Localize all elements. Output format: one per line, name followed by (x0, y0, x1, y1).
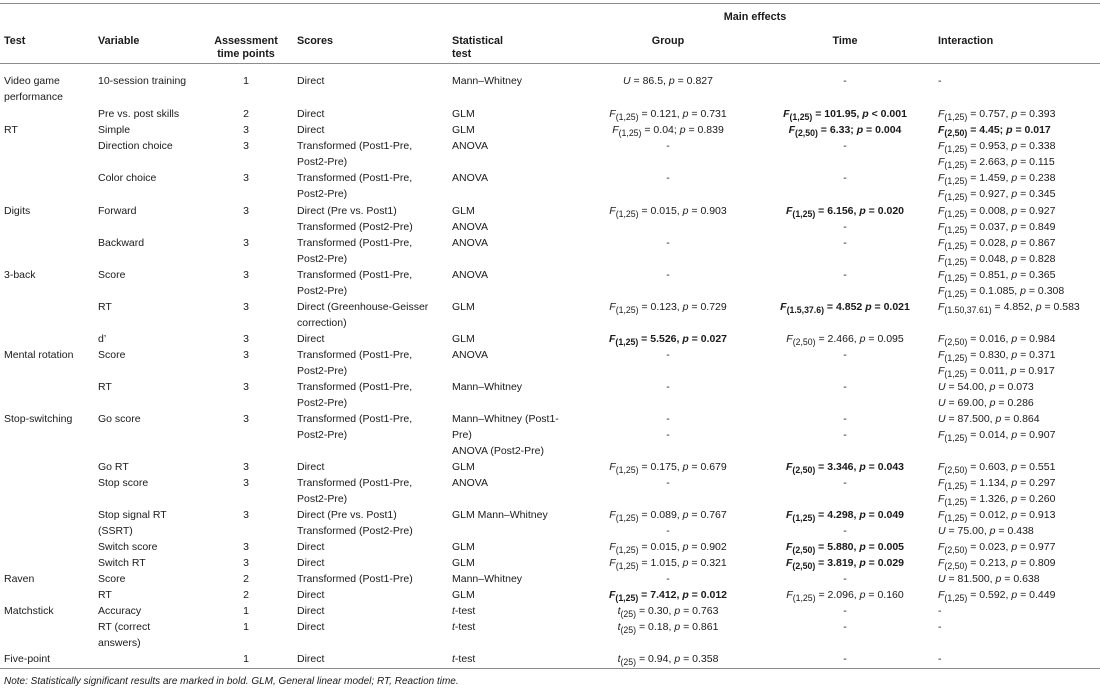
cell-time-points: 3 (243, 349, 249, 361)
cell-group-effect: $F_{(1,25)} = 0.04$; p = 0.839 (612, 124, 724, 139)
cell-scores: Post2-Pre) (297, 365, 348, 377)
cell-scores: Transformed (Post1-Pre, (297, 413, 413, 425)
cell-time-points: 3 (243, 237, 249, 249)
cell-interaction: $F_{(1,25)} = 0.011$, p = 0.917 (938, 365, 1055, 380)
cell-test: Digits (4, 205, 31, 217)
cell-statistical-test: GLM (452, 333, 475, 345)
cell-time-points: 1 (243, 653, 249, 665)
cell-variable: d’ (98, 333, 107, 345)
cell-group-effect: $F_{(1,25)} = 1.015$, p = 0.321 (609, 557, 727, 572)
cell-time-effect: - (843, 605, 847, 617)
cell-scores: Direct (297, 621, 325, 633)
cell-scores: Direct (297, 541, 325, 553)
cell-statistical-test: GLM (452, 461, 475, 473)
cell-time-points: 1 (243, 621, 249, 633)
cell-interaction: - (938, 75, 942, 87)
cell-variable: (SSRT) (98, 525, 133, 537)
header-variable: Variable (98, 35, 140, 47)
cell-scores: correction) (297, 317, 347, 329)
cell-variable: Score (98, 349, 126, 361)
cell-time-effect: - (843, 381, 847, 393)
cell-group-effect: $t_{(25)} = 0.94$, p = 0.358 (617, 653, 719, 668)
cell-interaction: $F_{(2,50)} = 4.45$; p = 0.017 (938, 124, 1051, 139)
cell-group-effect: - (666, 573, 670, 585)
cell-scores: Post2-Pre) (297, 397, 348, 409)
cell-interaction: $F_{(1,25)} = 0.012$, p = 0.913 (938, 509, 1056, 524)
cell-variable: Go RT (98, 461, 129, 473)
cell-group-effect: - (666, 140, 670, 152)
cell-scores: Post2-Pre) (297, 188, 348, 200)
table-bottom-rule (0, 668, 1100, 669)
cell-variable: 10-session training (98, 75, 187, 87)
cell-variable: Simple (98, 124, 131, 136)
header-scores: Scores (297, 35, 334, 47)
cell-statistical-test: ANOVA (452, 140, 488, 152)
cell-statistical-test: ANOVA (452, 237, 488, 249)
cell-interaction: $F_{(1,25)} = 1.326$, p = 0.260 (938, 493, 1056, 508)
cell-scores: Transformed (Post1-Pre, (297, 477, 413, 489)
cell-interaction: $F_{(1,25)} = 0.592$, p = 0.449 (938, 589, 1056, 604)
cell-statistical-test: GLM (452, 541, 475, 553)
cell-scores: Direct (297, 557, 325, 569)
cell-test: Five-point (4, 653, 51, 665)
header-statistical-line1: Statistical (452, 35, 504, 47)
cell-time-effect: $F_{(2,50)} = 3.819$, p = 0.029 (785, 557, 905, 572)
cell-test: 3-back (4, 269, 36, 281)
cell-interaction: $F_{(1,25)} = 0.1.085$, p = 0.308 (938, 285, 1065, 300)
cell-variable: Stop signal RT (98, 509, 167, 521)
cell-statistical-test: ANOVA (452, 349, 488, 361)
cell-time-effect: - (843, 172, 847, 184)
header-assessment-line1: Assessment (214, 35, 278, 47)
cell-test: RT (4, 124, 18, 136)
cell-interaction: $F_{(2,50)} = 0.603$, p = 0.551 (938, 461, 1056, 476)
cell-variable: RT (correct (98, 621, 151, 633)
cell-scores: Post2-Pre) (297, 429, 348, 441)
cell-time-effect: $F_{(2,50)} = 5.880$, p = 0.005 (785, 541, 905, 556)
cell-variable: Switch RT (98, 557, 146, 569)
table-top-rule (0, 3, 1100, 4)
cell-time-points: 2 (243, 589, 249, 601)
cell-statistical-test: ANOVA (452, 269, 488, 281)
cell-statistical-test: GLM (452, 108, 475, 120)
cell-interaction: U = 54.00, p = 0.073 (938, 381, 1034, 393)
cell-group-effect: $F_{(1,25)} = 0.015$, p = 0.902 (609, 541, 727, 556)
cell-test: Mental rotation (4, 349, 74, 361)
header-main-effects: Main effects (723, 11, 787, 23)
cell-statistical-test: ANOVA (452, 221, 488, 233)
cell-scores: Transformed (Post2-Pre) (297, 525, 413, 537)
cell-statistical-test: GLM (452, 205, 475, 217)
cell-interaction: $F_{(1,25)} = 2.663$, p = 0.115 (938, 156, 1055, 171)
cell-variable: RT (98, 589, 112, 601)
cell-scores: Direct (297, 461, 325, 473)
cell-scores: Post2-Pre) (297, 493, 348, 505)
cell-group-effect: $F_{(1,25)} = 0.121$, p = 0.731 (609, 108, 727, 123)
cell-time-points: 3 (243, 541, 249, 553)
cell-time-effect: - (843, 653, 847, 665)
cell-variable: Backward (98, 237, 145, 249)
cell-variable: RT (98, 381, 112, 393)
cell-time-points: 2 (243, 573, 249, 585)
cell-scores: Post2-Pre) (297, 156, 348, 168)
cell-variable: Switch score (98, 541, 158, 553)
cell-statistical-test: ANOVA (452, 477, 488, 489)
cell-interaction: - (938, 621, 942, 633)
cell-variable: Forward (98, 205, 137, 217)
cell-interaction: $F_{(1,25)} = 0.830$, p = 0.371 (938, 349, 1056, 364)
cell-interaction: $F_{(1,25)} = 0.927$, p = 0.345 (938, 188, 1056, 203)
header-assessment-line2: time points (217, 48, 275, 60)
cell-statistical-test: Mann–Whitney (452, 381, 523, 393)
cell-group-effect: - (666, 429, 670, 441)
cell-time-effect: $F_{(1,25)} = 6.156$, p = 0.020 (785, 205, 905, 220)
cell-scores: Transformed (Post1-Pre, (297, 269, 413, 281)
cell-time-effect: $F_{(1,25)} = 2.096$, p = 0.160 (786, 589, 904, 604)
cell-group-effect: $t_{(25)} = 0.30$, p = 0.763 (617, 605, 719, 620)
cell-variable: answers) (98, 637, 141, 649)
cell-time-points: 3 (243, 205, 249, 217)
cell-interaction: $F_{(1,25)} = 0.757$, p = 0.393 (938, 108, 1056, 123)
cell-group-effect: $t_{(25)} = 0.18$, p = 0.861 (617, 621, 719, 636)
cell-interaction: $F_{(2,50)} = 0.023$, p = 0.977 (938, 541, 1056, 556)
cell-interaction: $F_{(1,25)} = 1.134$, p = 0.297 (938, 477, 1056, 492)
cell-time-points: 1 (243, 75, 249, 87)
cell-statistical-test: Mann–Whitney (452, 75, 523, 87)
cell-time-effect: - (843, 573, 847, 585)
cell-group-effect: U = 86.5, p = 0.827 (623, 75, 713, 87)
cell-variable: Direction choice (98, 140, 173, 152)
cell-interaction: $F_{(1,25)} = 0.037$, p = 0.849 (938, 221, 1056, 236)
cell-interaction: $F_{(1,25)} = 0.008$, p = 0.927 (938, 205, 1056, 220)
cell-time-points: 3 (243, 509, 249, 521)
cell-time-points: 3 (243, 269, 249, 281)
cell-group-effect: $F_{(1,25)} = 0.089$, p = 0.767 (609, 509, 727, 524)
cell-interaction: U = 87.500, p = 0.864 (938, 413, 1040, 425)
cell-time-effect: $F_{(1,25)} = 101.95$, p < 0.001 (783, 108, 907, 123)
cell-scores: Transformed (Post1-Pre, (297, 381, 413, 393)
cell-interaction: $F_{(1,25)} = 0.953$, p = 0.338 (938, 140, 1056, 155)
cell-test: Matchstick (4, 605, 54, 617)
cell-group-effect: $F_{(1,25)} = 0.015$, p = 0.903 (609, 205, 727, 220)
cell-interaction: - (938, 653, 942, 665)
cell-interaction: $F_{(1,25)} = 0.048$, p = 0.828 (938, 253, 1056, 268)
cell-scores: Direct (Greenhouse-Geisser (297, 301, 429, 313)
cell-scores: Direct (297, 589, 325, 601)
header-bottom-rule (0, 63, 1100, 64)
cell-group-effect: - (666, 477, 670, 489)
cell-group-effect: - (666, 525, 670, 537)
cell-variable: Pre vs. post skills (98, 108, 180, 120)
cell-scores: Post2-Pre) (297, 285, 348, 297)
cell-variable: Color choice (98, 172, 157, 184)
cell-time-points: 3 (243, 333, 249, 345)
cell-group-effect: - (666, 349, 670, 361)
cell-interaction: $F_{(2,50)} = 0.213$, p = 0.809 (938, 557, 1056, 572)
header-test: Test (4, 35, 26, 47)
cell-statistical-test: Mann–Whitney (Post1- (452, 413, 559, 425)
cell-time-effect: $F_{(1.5,37.6)} = 4.852$ p = 0.021 (780, 301, 910, 316)
cell-statistical-test: t-test (452, 605, 476, 617)
cell-scores: Direct (Pre vs. Post1) (297, 509, 397, 521)
header-statistical-line2: test (452, 48, 472, 60)
cell-scores: Direct (297, 333, 325, 345)
cell-scores: Transformed (Post1-Pre, (297, 349, 413, 361)
cell-interaction: $F_{(1,25)} = 1.459$, p = 0.238 (938, 172, 1056, 187)
cell-variable: Score (98, 573, 126, 585)
cell-statistical-test: ANOVA (452, 172, 488, 184)
cell-group-effect: - (666, 269, 670, 281)
cell-variable: Go score (98, 413, 141, 425)
cell-statistical-test: GLM (452, 589, 475, 601)
cell-time-points: 1 (243, 605, 249, 617)
cell-scores: Direct (297, 75, 325, 87)
cell-time-effect: - (843, 429, 847, 441)
cell-scores: Transformed (Post1-Pre, (297, 237, 413, 249)
cell-time-effect: $F_{(2,50)} = 3.346$, p = 0.043 (785, 461, 905, 476)
cell-time-effect: - (843, 237, 847, 249)
cell-statistical-test: t-test (452, 653, 476, 665)
cell-scores: Direct (297, 653, 325, 665)
cell-variable: Score (98, 269, 126, 281)
cell-variable: RT (98, 301, 112, 313)
cell-variable: Accuracy (98, 605, 142, 617)
cell-statistical-test: t-test (452, 621, 476, 633)
cell-test: Stop-switching (4, 413, 73, 425)
cell-time-points: 3 (243, 172, 249, 184)
cell-time-effect: - (843, 75, 847, 87)
header-time: Time (832, 35, 858, 47)
cell-time-points: 3 (243, 124, 249, 136)
cell-interaction: U = 75.00, p = 0.438 (938, 525, 1034, 537)
cell-time-effect: - (843, 413, 847, 425)
cell-time-effect: - (843, 269, 847, 281)
cell-interaction: $F_{(1,25)} = 0.851$, p = 0.365 (938, 269, 1056, 284)
cell-statistical-test: ANOVA (Post2-Pre) (452, 445, 544, 457)
cell-scores: Direct (Pre vs. Post1) (297, 205, 397, 217)
cell-statistical-test: GLM (452, 301, 475, 313)
cell-group-effect: $F_{(1,25)} = 0.175$, p = 0.679 (609, 461, 727, 476)
cell-group-effect: - (666, 237, 670, 249)
cell-scores: Transformed (Post1-Pre, (297, 140, 413, 152)
cell-group-effect: $F_{(1,25)} = 5.526$, p = 0.027 (608, 333, 728, 348)
cell-time-points: 3 (243, 557, 249, 569)
cell-test: performance (4, 91, 63, 103)
cell-interaction: U = 69.00, p = 0.286 (938, 397, 1034, 409)
cell-group-effect: $F_{(1,25)} = 0.123$, p = 0.729 (609, 301, 727, 316)
cell-time-effect: - (843, 621, 847, 633)
header-group: Group (651, 35, 685, 47)
cell-test: Video game (4, 75, 60, 87)
cell-time-effect: $F_{(2,50)} = 2.466$, p = 0.095 (786, 333, 904, 348)
cell-test: Raven (4, 573, 35, 585)
cell-time-points: 3 (243, 301, 249, 313)
cell-scores: Transformed (Post1-Pre) (297, 573, 413, 585)
cell-interaction: $F_{(2,50)} = 0.016$, p = 0.984 (938, 333, 1056, 348)
cell-time-points: 3 (243, 477, 249, 489)
cell-scores: Post2-Pre) (297, 253, 348, 265)
cell-scores: Direct (297, 124, 325, 136)
cell-time-effect: - (843, 221, 847, 233)
cell-time-effect: - (843, 349, 847, 361)
cell-statistical-test: GLM (452, 124, 475, 136)
cell-scores: Direct (297, 605, 325, 617)
cell-time-points: 2 (243, 108, 249, 120)
header-interaction: Interaction (938, 35, 994, 47)
cell-interaction: U = 81.500, p = 0.638 (938, 573, 1040, 585)
cell-interaction: $F_{(1,25)} = 0.014$, p = 0.907 (938, 429, 1056, 444)
cell-interaction: $F_{(1,25)} = 0.028$, p = 0.867 (938, 237, 1056, 252)
cell-statistical-test: Pre) (452, 429, 472, 441)
cell-scores: Transformed (Post2-Pre) (297, 221, 413, 233)
cell-group-effect: - (666, 381, 670, 393)
cell-time-points: 3 (243, 461, 249, 473)
cell-scores: Direct (297, 108, 325, 120)
cell-time-effect: $F_{(2,50)} = 6.33$; p = 0.004 (788, 124, 902, 139)
cell-statistical-test: GLM (452, 557, 475, 569)
cell-time-points: 3 (243, 413, 249, 425)
cell-time-effect: $F_{(1,25)} = 4.298$, p = 0.049 (785, 509, 905, 524)
cell-group-effect: - (666, 172, 670, 184)
cell-statistical-test: GLM Mann–Whitney (452, 509, 548, 521)
cell-statistical-test: Mann–Whitney (452, 573, 523, 585)
cell-interaction: $F_{(1.50,37.61)} = 4.852$, p = 0.583 (938, 301, 1080, 316)
cell-interaction: - (938, 605, 942, 617)
cell-time-effect: - (843, 477, 847, 489)
cell-group-effect: - (666, 413, 670, 425)
cell-time-points: 3 (243, 381, 249, 393)
cell-variable: Stop score (98, 477, 149, 489)
cell-time-points: 3 (243, 140, 249, 152)
cell-scores: Transformed (Post1-Pre, (297, 172, 413, 184)
cell-group-effect: $F_{(1,25)} = 7.412$, p = 0.012 (608, 589, 728, 604)
table-note: Note: Statistically significant results are marked in bold. GLM, General linear model; RT, Reaction time. (4, 676, 459, 687)
cell-time-effect: - (843, 140, 847, 152)
cell-time-effect: - (843, 525, 847, 537)
